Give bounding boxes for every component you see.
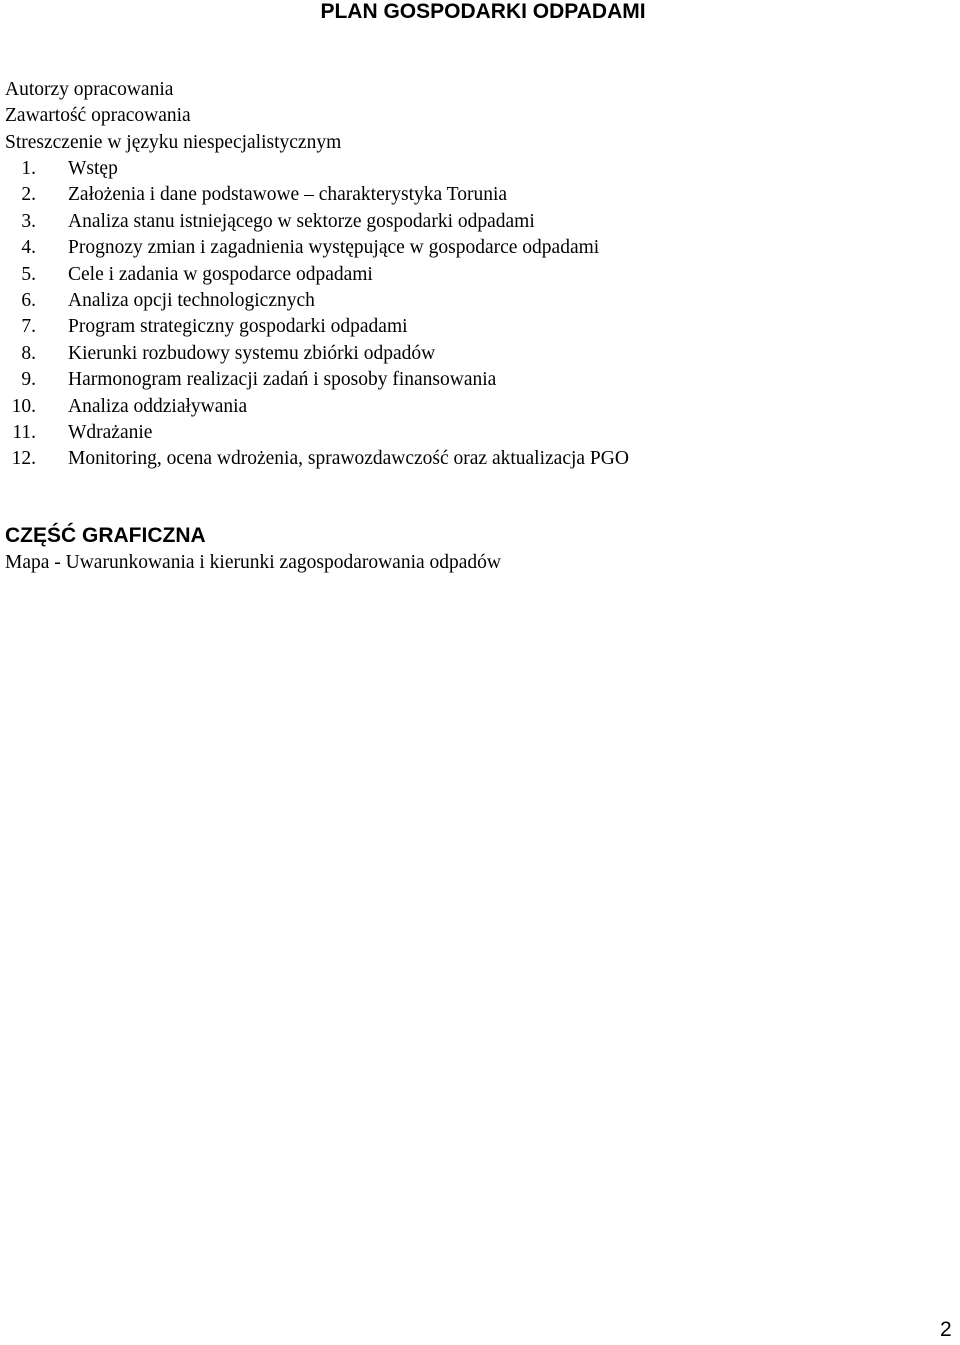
toc-item (5, 235, 600, 261)
toc-item-number: 1. (21, 158, 36, 179)
toc-item-label: Kierunki rozbudowy systemu zbiórki odpadów (68, 342, 436, 364)
toc-item (5, 367, 497, 393)
toc-item (5, 209, 535, 235)
toc-item-label: Analiza opcji technologicznych (68, 289, 315, 311)
toc-item (5, 314, 408, 340)
toc-item (5, 341, 436, 367)
intro-item-summary: Streszczenie w języku niespecjalistycznym (5, 131, 342, 153)
toc-item-label: Program strategiczny gospodarki odpadami (68, 316, 408, 338)
toc-item (5, 420, 153, 446)
toc-item-label: Analiza oddziaływania (68, 395, 248, 417)
toc-item-label: Analiza stanu istniejącego w sektorze gospodarki odpadami (68, 210, 535, 232)
toc-item-label: Prognozy zmian i zagadnienia występujące w gospodarce odpadami (68, 237, 600, 259)
intro-item-contents: Zawartość opracowania (5, 105, 191, 127)
toc-item-label: Cele i zadania w gospodarce odpadami (68, 263, 373, 285)
toc-item-number: 6. (21, 289, 36, 311)
graphic-section-heading: CZĘŚĆ GRAFICZNA (5, 524, 206, 547)
toc-item-label: Wstęp (68, 158, 118, 179)
toc-item-label: Monitoring, ocena wdrożenia, sprawozdawczość oraz aktualizacja PGO (68, 448, 629, 470)
toc-item-number: 9. (21, 369, 36, 391)
toc-item-number: 2. (21, 184, 36, 206)
intro-item-authors: Autorzy opracowania (5, 79, 174, 100)
toc-item-label: Wdrażanie (68, 421, 153, 443)
toc-item-number: 4. (21, 237, 36, 259)
toc-item-label: Harmonogram realizacji zadań i sposoby finansowania (68, 369, 497, 391)
toc-item (5, 262, 373, 288)
toc-item-number: 8. (21, 342, 36, 364)
toc-item-number: 5. (21, 263, 36, 285)
toc-item-number: 7. (21, 316, 36, 338)
toc-item-label: Założenia i dane podstawowe – charakterystyka Torunia (68, 184, 508, 206)
table-of-contents (5, 156, 629, 473)
intro-list (5, 77, 341, 156)
toc-item (5, 182, 508, 208)
graphic-section-item: Mapa - Uwarunkowania i kierunki zagospodarowania odpadów (5, 552, 502, 573)
toc-item-number: 3. (21, 210, 36, 232)
toc-item (5, 156, 118, 182)
toc-item (5, 446, 629, 472)
toc-item-number: 11. (12, 421, 36, 443)
page-number: 2 (940, 1318, 952, 1341)
toc-item-number: 12. (11, 448, 36, 470)
toc-item-number: 10. (11, 395, 36, 417)
toc-item (5, 394, 248, 420)
toc-item (5, 288, 315, 314)
document-title: PLAN GOSPODARKI ODPADAMI (320, 0, 646, 23)
